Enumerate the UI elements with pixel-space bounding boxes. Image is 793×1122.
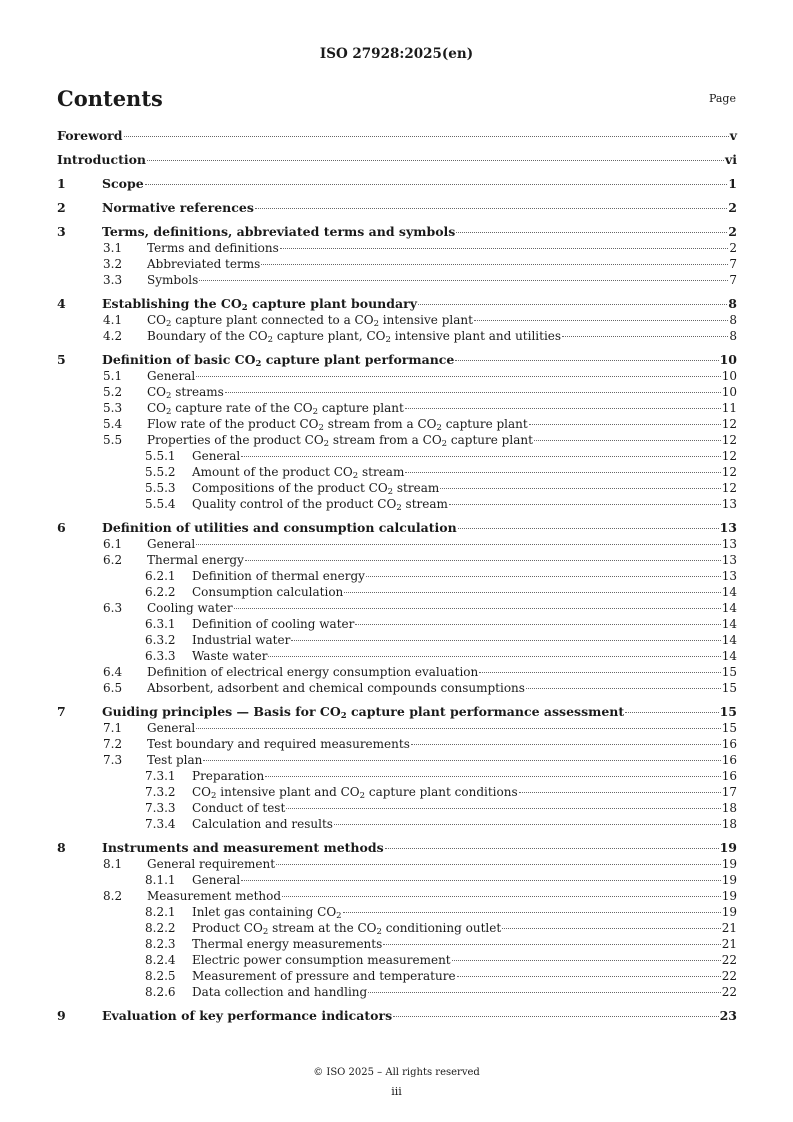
toc-entry[interactable] [57, 952, 737, 968]
toc-entry-number: 6.1 [103, 537, 123, 551]
toc-entry-page: 19 [721, 905, 737, 919]
toc-dot-leader [529, 424, 721, 425]
toc-entry-title[interactable]: Cooling water [147, 601, 233, 615]
toc-entry-page: 10 [719, 352, 737, 367]
toc-entry-number: 6.3.2 [145, 633, 176, 647]
toc-entry-title[interactable]: $CO_2$ capture plant connected to a $CO_2$ intensive plant [147, 313, 473, 329]
toc-dot-leader [291, 640, 720, 641]
toc-entry-page: 13 [721, 537, 737, 551]
toc-dot-leader [255, 208, 727, 209]
toc-dot-leader [405, 472, 720, 473]
contents-heading: Contents [57, 86, 163, 111]
toc-entry-page: 10 [721, 385, 737, 399]
toc-entry-number: 8.2.4 [145, 953, 176, 967]
toc-entry-page: 12 [721, 449, 737, 463]
toc-dot-leader [418, 304, 727, 305]
toc-entry-title[interactable]: Test boundary and required measurements [147, 737, 410, 751]
toc-entry[interactable] [57, 296, 737, 312]
toc-dot-leader [452, 960, 721, 961]
toc-dot-leader [562, 336, 728, 337]
toc-entry-title[interactable]: Conduct of test [192, 801, 286, 815]
toc-entry-page: 18 [721, 817, 737, 831]
toc-entry-page: 16 [721, 737, 737, 751]
toc-entry-number: 6.5 [103, 681, 123, 695]
toc-entry[interactable] [57, 352, 737, 368]
toc-entry-number: 6.2.1 [145, 569, 176, 583]
toc-entry-title[interactable]: Introduction [57, 152, 147, 167]
toc-entry-page: 21 [721, 937, 737, 951]
toc-entry-number: 8.2.3 [145, 937, 176, 951]
toc-entry-title[interactable]: Amount of the product $CO_2$ stream [192, 465, 405, 481]
toc-dot-leader [502, 928, 721, 929]
toc-entry[interactable] [57, 224, 737, 240]
toc-entry-title[interactable]: Measurement of pressure and temperature [192, 969, 456, 983]
toc-entry[interactable] [57, 720, 737, 736]
toc-dot-leader [393, 1016, 718, 1017]
toc-entry-title[interactable]: Terms and definitions [147, 241, 279, 255]
toc-entry-page: 15 [721, 681, 737, 695]
toc-dot-leader [196, 728, 720, 729]
toc-entry-number: 7.3 [103, 753, 123, 767]
toc-dot-leader [286, 808, 720, 809]
toc-entry-number: 8.2 [103, 889, 123, 903]
toc-entry[interactable] [57, 312, 737, 328]
toc-dot-leader [196, 544, 720, 545]
toc-entry[interactable] [57, 872, 737, 888]
toc-entry-page: 22 [721, 953, 737, 967]
toc-entry-number: 3 [57, 224, 66, 239]
toc-entry[interactable] [57, 496, 737, 512]
toc-entry[interactable] [57, 888, 737, 904]
toc-entry-number: 6.3.3 [145, 649, 176, 663]
toc-entry-page: 10 [721, 369, 737, 383]
toc-entry-page: 15 [719, 704, 737, 719]
toc-dot-leader [241, 880, 720, 881]
toc-entry-title[interactable]: Guiding principles — Basis for $CO_2$ capture plant performance assessment [102, 704, 625, 721]
toc-entry-number: 6.3.1 [145, 617, 176, 631]
toc-dot-leader [199, 280, 728, 281]
toc-entry-number: 6.2 [103, 553, 123, 567]
toc-entry-page: 14 [721, 633, 737, 647]
footer-page-number: iii [391, 1085, 402, 1098]
toc-entry-title[interactable]: Definition of utilities and consumption calculation [102, 520, 457, 535]
toc-entry-title[interactable]: General [192, 449, 241, 463]
toc-entry-title[interactable]: Evaluation of key performance indicators [102, 1008, 393, 1023]
toc-entry-page: 12 [721, 433, 737, 447]
toc-entry[interactable] [57, 568, 737, 584]
toc-entry-title[interactable]: Properties of the product $CO_2$ stream from a $CO_2$ capture plant [147, 433, 533, 449]
toc-entry[interactable] [57, 240, 737, 256]
document-id: ISO 27928:2025(en) [319, 46, 474, 62]
toc-dot-leader [282, 896, 721, 897]
toc-entry[interactable] [57, 968, 737, 984]
toc-entry-page: vi [724, 152, 737, 167]
toc-entry[interactable] [57, 704, 737, 720]
toc-entry-title[interactable]: Test plan [147, 753, 203, 767]
toc-dot-leader [196, 376, 720, 377]
toc-dot-leader [261, 264, 728, 265]
toc-entry-page: 19 [719, 840, 737, 855]
toc-entry-page: 17 [721, 785, 737, 799]
toc-entry-title[interactable]: Thermal energy [147, 553, 244, 567]
toc-entry[interactable] [57, 256, 737, 272]
toc-entry-page: 16 [721, 769, 737, 783]
toc-dot-leader [268, 656, 720, 657]
toc-entry-number: 4.2 [103, 329, 123, 343]
table-of-contents [57, 128, 737, 1024]
toc-entry[interactable] [57, 632, 737, 648]
toc-dot-leader [355, 624, 720, 625]
toc-dot-leader [456, 232, 727, 233]
toc-dot-leader [344, 592, 720, 593]
toc-dot-leader [383, 944, 720, 945]
toc-entry-number: 6.3 [103, 601, 123, 615]
toc-entry-title[interactable]: Inlet gas containing $CO_2$ [192, 905, 342, 921]
toc-dot-leader [145, 184, 728, 185]
toc-entry-title[interactable]: Flow rate of the product $CO_2$ stream from a $CO_2$ capture plant [147, 417, 528, 433]
toc-entry-title[interactable]: General [147, 369, 196, 383]
toc-entry-page: 19 [721, 873, 737, 887]
toc-entry[interactable] [57, 768, 737, 784]
toc-dot-leader [385, 848, 719, 849]
toc-dot-leader [241, 456, 720, 457]
toc-entry-number: 7 [57, 704, 66, 719]
toc-dot-leader [124, 136, 729, 137]
toc-entry-page: 7 [729, 257, 737, 271]
footer-copyright: © ISO 2025 – All rights reserved [313, 1067, 480, 1078]
toc-dot-leader [455, 360, 718, 361]
toc-entry-title[interactable]: General [192, 873, 241, 887]
toc-entry-page: 7 [729, 273, 737, 287]
toc-entry-page: 12 [721, 465, 737, 479]
toc-entry[interactable] [57, 480, 737, 496]
toc-entry[interactable] [57, 416, 737, 432]
toc-dot-leader [280, 248, 729, 249]
toc-entry-number: 5.5.3 [145, 481, 176, 495]
toc-entry[interactable] [57, 520, 737, 536]
toc-entry-title[interactable]: $CO_2$ capture rate of the $CO_2$ capture plant [147, 401, 404, 417]
toc-dot-leader [449, 504, 721, 505]
toc-entry-page: 14 [721, 617, 737, 631]
toc-entry-title[interactable]: Consumption calculation [192, 585, 344, 599]
toc-entry[interactable] [57, 1008, 737, 1024]
toc-entry-title[interactable]: General [147, 721, 196, 735]
toc-entry[interactable] [57, 936, 737, 952]
toc-entry[interactable] [57, 680, 737, 696]
toc-entry[interactable] [57, 584, 737, 600]
toc-entry[interactable] [57, 664, 737, 680]
toc-entry-title[interactable]: Definition of thermal energy [192, 569, 365, 583]
toc-entry-number: 8.2.1 [145, 905, 176, 919]
toc-entry-page: v [729, 128, 737, 143]
toc-entry-page: 13 [719, 520, 737, 535]
toc-entry-number: 5.5.1 [145, 449, 176, 463]
toc-entry-title[interactable]: Product $CO_2$ stream at the $CO_2$ conditioning outlet [192, 921, 502, 937]
toc-dot-leader [519, 792, 721, 793]
toc-entry-page: 23 [719, 1008, 737, 1023]
toc-entry[interactable] [57, 432, 737, 448]
toc-entry-title[interactable]: Measurement method [147, 889, 282, 903]
toc-entry-title[interactable]: Absorbent, adsorbent and chemical compounds consumptions [147, 681, 525, 695]
toc-entry-number: 8.2.5 [145, 969, 176, 983]
toc-dot-leader [245, 560, 721, 561]
toc-dot-leader [479, 672, 720, 673]
toc-entry-page: 13 [721, 497, 737, 511]
toc-entry-page: 8 [728, 296, 737, 311]
toc-entry-title[interactable]: Electric power consumption measurement [192, 953, 451, 967]
toc-entry-number: 5.5.4 [145, 497, 176, 511]
toc-entry[interactable] [57, 384, 737, 400]
toc-entry-title[interactable]: Normative references [102, 200, 254, 215]
toc-entry-page: 21 [721, 921, 737, 935]
toc-entry-number: 9 [57, 1008, 66, 1023]
toc-entry-page: 12 [721, 481, 737, 495]
toc-entry-title[interactable]: General [147, 537, 196, 551]
toc-dot-leader [405, 408, 721, 409]
toc-entry-number: 8.1.1 [145, 873, 176, 887]
toc-entry-title[interactable]: Establishing the $CO_2$ capture plant boundary [102, 296, 417, 313]
toc-entry-number: 7.3.1 [145, 769, 176, 783]
toc-entry-page: 1 [728, 176, 737, 191]
toc-entry-number: 8.1 [103, 857, 123, 871]
toc-entry[interactable] [57, 984, 737, 1000]
toc-dot-leader [457, 976, 721, 977]
toc-entry-title[interactable]: Foreword [57, 128, 123, 143]
toc-entry-number: 1 [57, 176, 66, 191]
toc-dot-leader [225, 392, 721, 393]
toc-entry-page: 22 [721, 985, 737, 999]
toc-entry-title[interactable]: $CO_2$ streams [147, 385, 224, 401]
toc-entry-title[interactable]: Scope [102, 176, 144, 191]
toc-entry[interactable] [57, 800, 737, 816]
page-column-label: Page [708, 92, 736, 105]
toc-entry-title[interactable]: General requirement [147, 857, 276, 871]
toc-entry-title[interactable]: Waste water [192, 649, 268, 663]
toc-entry-page: 19 [721, 857, 737, 871]
toc-entry-number: 4.1 [103, 313, 123, 327]
toc-entry-page: 8 [729, 313, 737, 327]
toc-entry-title[interactable]: Preparation [192, 769, 265, 783]
toc-entry[interactable] [57, 816, 737, 832]
toc-entry-page: 11 [721, 401, 737, 415]
toc-entry-page: 16 [721, 753, 737, 767]
toc-dot-leader [411, 744, 721, 745]
toc-dot-leader [625, 712, 718, 713]
toc-entry-title[interactable]: Compositions of the product $CO_2$ stream [192, 481, 440, 497]
toc-dot-leader [368, 992, 721, 993]
toc-entry-number: 7.3.4 [145, 817, 176, 831]
toc-dot-leader [440, 488, 720, 489]
toc-entry-number: 7.3.2 [145, 785, 176, 799]
toc-entry-number: 8.2.2 [145, 921, 176, 935]
toc-entry-number: 6.2.2 [145, 585, 176, 599]
toc-entry-number: 7.1 [103, 721, 123, 735]
toc-entry-title[interactable]: Thermal energy measurements [192, 937, 383, 951]
toc-entry-title[interactable]: Terms, definitions, abbreviated terms and symbols [102, 224, 456, 239]
toc-entry-number: 5.5 [103, 433, 123, 447]
toc-entry-title[interactable]: Definition of electrical energy consumption evaluation [147, 665, 479, 679]
toc-entry[interactable] [57, 752, 737, 768]
toc-dot-leader [276, 864, 721, 865]
toc-entry-page: 18 [721, 801, 737, 815]
toc-entry[interactable] [57, 648, 737, 664]
toc-entry[interactable] [57, 328, 737, 344]
toc-entry-page: 15 [721, 721, 737, 735]
toc-entry[interactable] [57, 736, 737, 752]
toc-dot-leader [458, 528, 719, 529]
toc-entry[interactable] [57, 152, 737, 168]
toc-entry-title[interactable]: Definition of cooling water [192, 617, 355, 631]
toc-entry-page: 22 [721, 969, 737, 983]
toc-entry-number: 5.2 [103, 385, 123, 399]
toc-dot-leader [265, 776, 720, 777]
toc-dot-leader [526, 688, 721, 689]
toc-entry-number: 7.3.3 [145, 801, 176, 815]
toc-entry-title[interactable]: Instruments and measurement methods [102, 840, 384, 855]
toc-entry-page: 2 [729, 241, 737, 255]
toc-entry-title[interactable]: Symbols [147, 273, 199, 287]
toc-entry[interactable] [57, 272, 737, 288]
toc-entry[interactable] [57, 840, 737, 856]
toc-entry-number: 5.1 [103, 369, 123, 383]
toc-dot-leader [234, 608, 721, 609]
toc-entry-page: 14 [721, 585, 737, 599]
toc-entry[interactable] [57, 448, 737, 464]
toc-entry[interactable] [57, 400, 737, 416]
toc-entry-title[interactable]: $CO_2$ intensive plant and $CO_2$ capture plant conditions [192, 785, 518, 801]
toc-entry[interactable] [57, 784, 737, 800]
toc-entry-number: 6 [57, 520, 66, 535]
toc-entry-number: 6.4 [103, 665, 123, 679]
toc-entry-number: 5.5.2 [145, 465, 176, 479]
toc-entry-page: 15 [721, 665, 737, 679]
toc-entry-number: 3.1 [103, 241, 123, 255]
toc-entry[interactable] [57, 600, 737, 616]
toc-entry-title[interactable]: Calculation and results [192, 817, 333, 831]
toc-dot-leader [147, 160, 724, 161]
toc-entry[interactable] [57, 368, 737, 384]
toc-entry-number: 5.4 [103, 417, 123, 431]
toc-entry-page: 8 [729, 329, 737, 343]
toc-entry-page: 13 [721, 553, 737, 567]
toc-dot-leader [203, 760, 720, 761]
toc-dot-leader [366, 576, 721, 577]
toc-dot-leader [534, 440, 721, 441]
toc-entry-number: 5.3 [103, 401, 123, 415]
toc-entry[interactable] [57, 552, 737, 568]
toc-entry-title[interactable]: Industrial water [192, 633, 291, 647]
toc-entry[interactable] [57, 128, 737, 144]
toc-entry[interactable] [57, 200, 737, 216]
toc-entry-page: 13 [721, 569, 737, 583]
toc-entry-page: 12 [721, 417, 737, 431]
toc-entry-number: 8.2.6 [145, 985, 176, 999]
toc-entry-number: 2 [57, 200, 66, 215]
toc-entry[interactable] [57, 904, 737, 920]
toc-entry-page: 2 [728, 200, 737, 215]
toc-entry[interactable] [57, 616, 737, 632]
toc-entry[interactable] [57, 920, 737, 936]
toc-entry-number: 8 [57, 840, 66, 855]
toc-entry-title[interactable]: Abbreviated terms [147, 257, 261, 271]
toc-entry-page: 14 [721, 649, 737, 663]
toc-entry-page: 2 [728, 224, 737, 239]
toc-dot-leader [343, 912, 721, 913]
toc-entry-number: 7.2 [103, 737, 123, 751]
toc-entry-number: 3.2 [103, 257, 123, 271]
toc-dot-leader [474, 320, 728, 321]
toc-entry-number: 3.3 [103, 273, 123, 287]
toc-entry-title[interactable]: Quality control of the product $CO_2$ stream [192, 497, 448, 513]
toc-entry[interactable] [57, 464, 737, 480]
toc-dot-leader [334, 824, 721, 825]
toc-entry[interactable] [57, 856, 737, 872]
toc-entry-title[interactable]: Boundary of the $CO_2$ capture plant, $CO_2$ intensive plant and utilities [147, 329, 562, 345]
toc-entry-title[interactable]: Definition of basic $CO_2$ capture plant performance [102, 352, 455, 369]
toc-entry[interactable] [57, 176, 737, 192]
toc-entry[interactable] [57, 536, 737, 552]
toc-entry-page: 14 [721, 601, 737, 615]
toc-entry-page: 19 [721, 889, 737, 903]
toc-entry-number: 5 [57, 352, 66, 367]
toc-entry-number: 4 [57, 296, 66, 311]
toc-entry-title[interactable]: Data collection and handling [192, 985, 368, 999]
